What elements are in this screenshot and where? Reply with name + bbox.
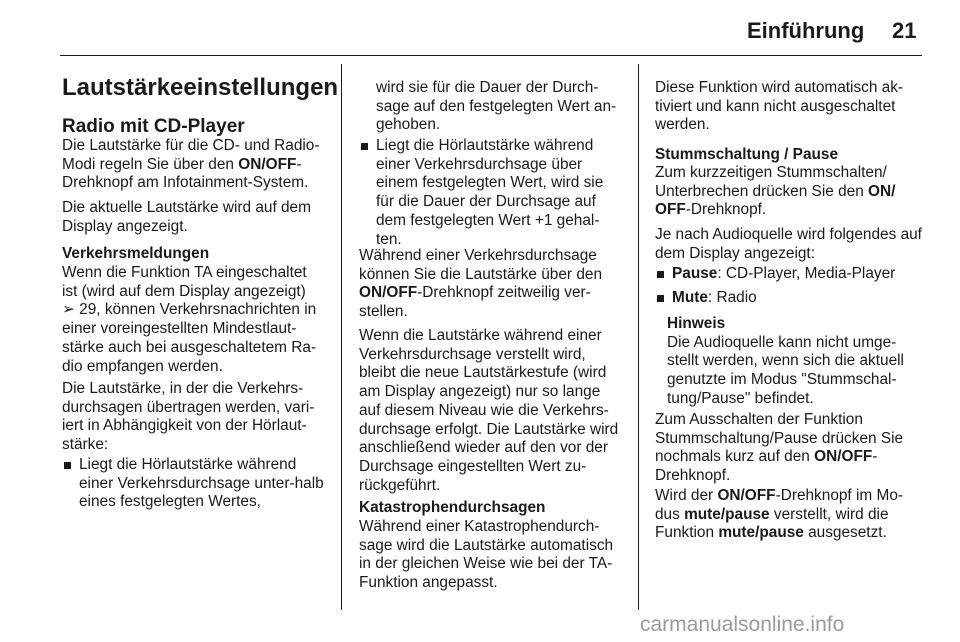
paragraph: Wenn die Funktion TA eingeschaltet ist (wird auf dem Display angezeigt) ➢ 29, können Verkehrsnachrichten in einer voreingestellten Mindestlaut-stärke auch bei ausgeschaltetem Ra-dio empfangen werden.	[62, 264, 317, 375]
list-item: Liegt die Hörlautstärke während einer Verkehrsdurchsage unter-halb eines festgelegten Wertes,	[62, 456, 326, 512]
paragraph: Während einer Verkehrsdurchsage können Sie die Lautstärke über den ON/OFF-Drehknopf zeitweilig ver-stellen.	[359, 247, 603, 321]
paragraph: Diese Funktion wird automatisch ak-tiviert und kann nicht ausgeschaltet werden.	[655, 79, 904, 134]
note-box	[655, 315, 923, 409]
list-item: Liegt die Hörlautstärke während einer Verkehrsdurchsage über einem festgelegten Wert, wird sie für die Dauer der Durchsage auf dem festgelegten Wert +1 gehal-ten.	[359, 137, 625, 249]
chapter-title: Einführung	[747, 18, 865, 43]
header-rule	[60, 55, 922, 56]
control-name: ON/OFF	[238, 155, 297, 173]
paragraph: Wenn die Lautstärke während einer Verkehrsdurchsage verstellt wird, bleibt die neue Lautstärkestufe (wird am Display angezeigt) nur so lange auf diesem Niveau wie die Verkehrs-durchsage erfolgt. Die Lautstärke wird anschließend wieder auf den vor der Durchsage eingestellten Wert zu-rückgeführt.	[359, 327, 619, 494]
column-divider-2	[638, 64, 639, 610]
list-item: Pause: CD-Player, Media-Player	[655, 265, 923, 284]
paragraph: Die aktuelle Lautstärke wird auf dem Display angezeigt.	[62, 199, 311, 235]
subheading: Stummschaltung / Pause	[655, 146, 839, 163]
page-number: 21	[892, 18, 917, 43]
subheading: Katastrophendurchsagen	[359, 499, 546, 516]
subheading: Verkehrsmeldungen	[62, 245, 210, 262]
list-item: Mute: Radio	[655, 289, 923, 308]
control-name: ON/ OFF	[655, 182, 896, 219]
paragraph: Während einer Katastrophendurch-sage wird die Lautstärke automatisch in der gleichen Weise wie bei der TA-Funktion angepasst.	[359, 518, 614, 592]
mode-name: mute/pause	[718, 524, 804, 542]
bullet-square-icon	[64, 462, 71, 469]
bullet-square-icon	[657, 271, 664, 278]
note-title: Hinweis	[667, 315, 726, 332]
subsection-title: Radio mit CD-Player	[62, 116, 245, 137]
mode-name: mute/pause	[684, 505, 770, 523]
paragraph: Wird der ON/OFF-Drehknopf im Mo-dus mute/pause verstellt, wird die Funktion mute/pause ausgesetzt.	[655, 487, 904, 542]
paragraph: Zum Ausschalten der Funktion Stummschaltung/Pause drücken Sie nochmals kurz auf den ON/OFF-Drehknopf.	[655, 411, 904, 485]
note-text: Die Audioquelle kann nicht umge-stellt werden, wenn sich die aktuell genutzte im Modus "Stummschal-tung/Pause" befindet.	[667, 333, 904, 407]
paragraph: Je nach Audioquelle wird folgendes auf dem Display angezeigt:	[655, 226, 922, 262]
control-name: ON/OFF	[717, 487, 776, 504]
arrow-reference-icon: ➢	[62, 301, 75, 319]
control-name: ON/OFF	[359, 284, 418, 302]
list-item-continued: wird sie für die Dauer der Durch-sage auf den festgelegten Wert an-gehoben.	[376, 79, 617, 134]
watermark: carmanualsonline.info	[640, 613, 845, 636]
paragraph: Die Lautstärke, in der die Verkehrs-durchsagen übertragen werden, vari-iert in Abhängigkeit von der Hörlaut-stärke:	[62, 380, 315, 454]
bullet-square-icon	[361, 143, 368, 150]
bullet-square-icon	[657, 295, 664, 302]
paragraph: Zum kurzzeitigen Stummschalten/ Unterbrechen drücken Sie den ON/ OFF-Drehknopf.	[655, 164, 896, 219]
column-divider-1	[341, 64, 342, 610]
paragraph: Die Lautstärke für die CD- und Radio-Modi regeln Sie über den ON/OFF-Drehknopf am Infotainment-System.	[62, 137, 320, 192]
section-title: Lautstärkeeinstellungen	[62, 74, 339, 101]
control-name: ON/OFF	[814, 448, 873, 466]
